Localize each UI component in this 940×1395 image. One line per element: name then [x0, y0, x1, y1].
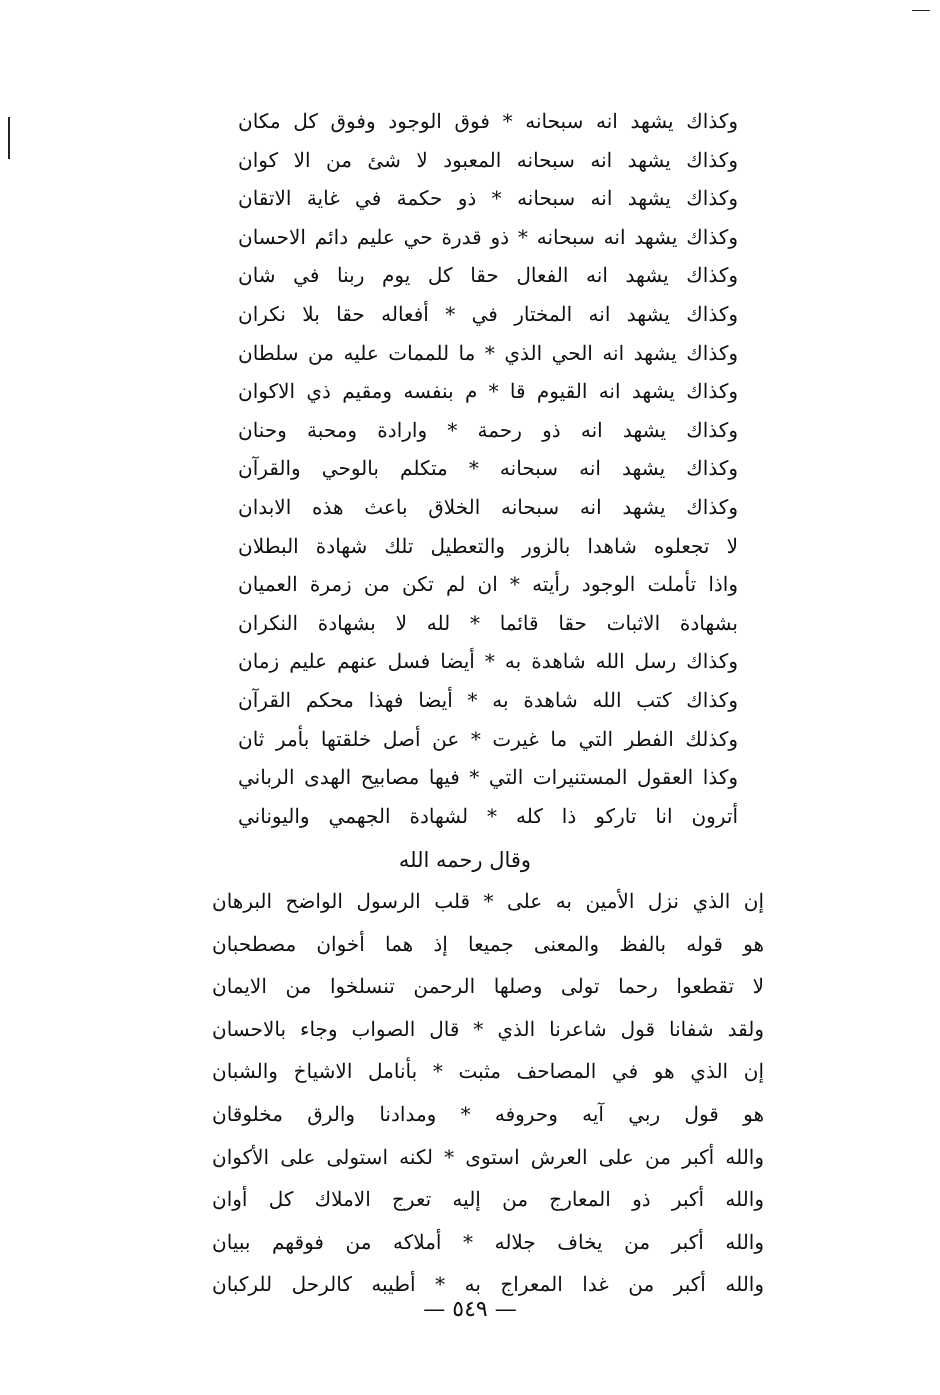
poem-line: بشهادة الاثبات حقا قائما * لله لا بشهادة النكران — [238, 610, 738, 635]
poem-line: وكذاك رسل الله شاهدة به * أيضا فسل عنهم عليم زمان — [238, 649, 738, 674]
poem-line: وكذاك كتب الله شاهدة به * أيضا فهذا محكم القرآن — [238, 687, 738, 712]
poem-line: لا تقطعوا رحما تولى وصلها الرحمن تنسلخوا من الايمان — [212, 974, 764, 999]
poem-line: وكذاك يشهد انه سبحانه * متكلم بالوحي والقرآن — [238, 456, 738, 481]
poem-line: وكذاك يشهد انه سبحانه الخلاق باعث هذه الابدان — [238, 494, 738, 519]
poem-line: هو قول ربي آيه وحروفه * ومدادنا والرق مخلوقان — [212, 1101, 764, 1126]
poem-line: وكذاك يشهد انه الحي الذي * ما للممات عليه من سلطان — [238, 340, 738, 365]
poem-line: والله أكبر من غدا المعراج به * أطيبه كالرحل للركبان — [212, 1272, 764, 1297]
poem-line: أترون انا تاركو ذا كله * لشهادة الجهمي واليوناني — [238, 803, 738, 828]
section-heading: وقال رحمه الله — [398, 848, 532, 872]
page-number: — ٥٤٩ — — [423, 1297, 517, 1322]
poem-line: وكذاك يشهد انه الفعال حقا كل يوم ربنا في شان — [238, 263, 738, 288]
poem-line: والله أكبر من على العرش استوى * لكنه استولى على الأكوان — [212, 1144, 764, 1169]
poem-line: وكذاك يشهد انه سبحانه المعبود لا شئ من الا كوان — [238, 147, 738, 172]
poem-line: وكذاك يشهد انه سبحانه * ذو حكمة في غاية الاتقان — [238, 186, 738, 211]
poem-line: وكذا العقول المستنيرات التي * فيها مصابيح الهدى الرباني — [238, 765, 738, 790]
poem-bottom-block — [212, 880, 764, 1306]
poem-line: إن الذي هو في المصاحف مثبت * بأنامل الاشياخ والشبان — [212, 1059, 764, 1084]
scan-margin-mark — [8, 117, 10, 159]
poem-line: وكذاك يشهد انه القيوم قا * م بنفسه ومقيم ذي الاكوان — [238, 379, 738, 404]
poem-line: وكذاك يشهد انه سبحانه * ذو قدرة حي عليم دائم الاحسان — [238, 224, 738, 249]
poem-line: وكذاك يشهد انه ذو رحمة * وارادة ومحبة وحنان — [238, 417, 738, 442]
poem-line: وكذاك يشهد انه سبحانه * فوق الوجود وفوق كل مكان — [238, 109, 738, 133]
poem-line: والله أكبر ذو المعارج من إليه تعرج الاملاك كل أوان — [212, 1187, 764, 1212]
poem-top-block — [238, 102, 738, 835]
poem-line: هو قوله بالفظ والمعنى جميعا إذ هما أخوان مصطحبان — [212, 931, 764, 956]
poem-line: لا تجعلوه شاهدا بالزور والتعطيل تلك شهادة البطلان — [238, 533, 738, 558]
scan-edge-mark — [912, 10, 930, 11]
poem-line: وكذلك الفطر التي ما غيرت * عن أصل خلقتها بأمر ثان — [238, 726, 738, 751]
poem-line: والله أكبر من يخاف جلاله * أملاكه من فوقهم ببيان — [212, 1229, 764, 1254]
poem-line: واذا تأملت الوجود رأيته * ان لم تكن من زمرة العميان — [238, 572, 738, 597]
poem-line: إن الذي نزل الأمين به على * قلب الرسول الواضح البرهان — [212, 889, 764, 913]
poem-line: ولقد شفانا قول شاعرنا الذي * قال الصواب وجاء بالاحسان — [212, 1016, 764, 1041]
poem-line: وكذاك يشهد انه المختار في * أفعاله حقا بلا نكران — [238, 301, 738, 326]
